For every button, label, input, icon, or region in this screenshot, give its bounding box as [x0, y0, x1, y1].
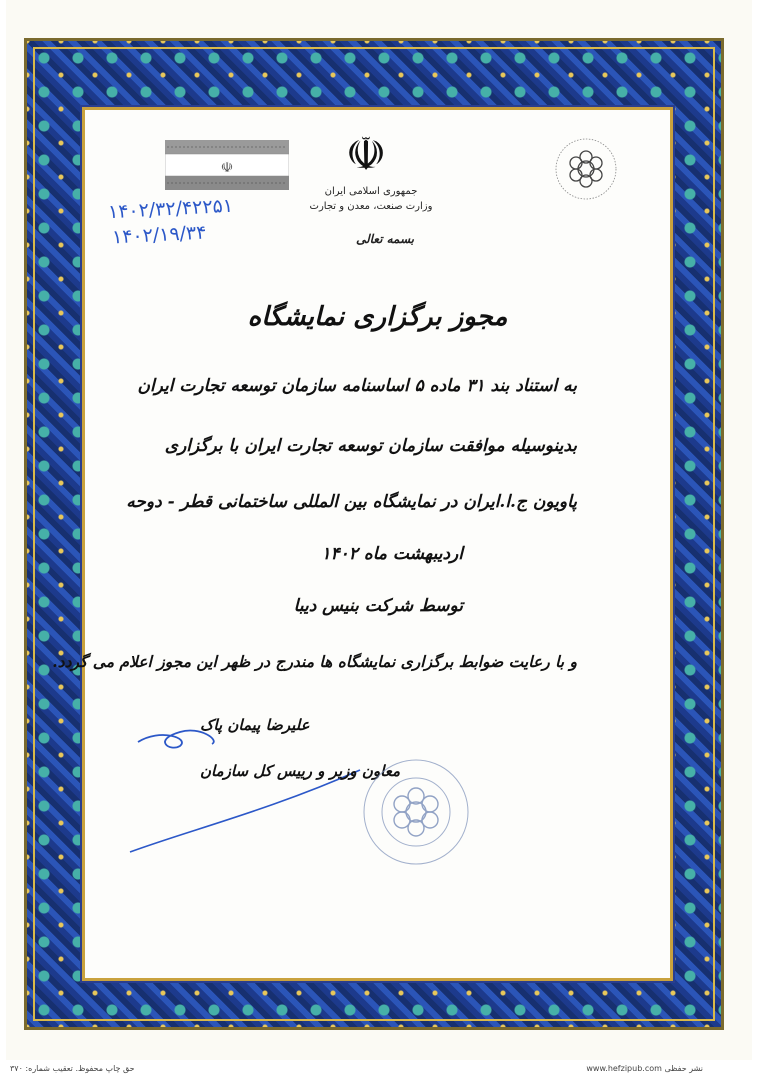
iran-emblem-icon [340, 124, 392, 180]
body-line-3: پاویون ج.ا.ایران در نمایشگاه بین المللی ساختمانی قطر - دوحه [126, 492, 577, 512]
country-name: جمهوری اسلامی ایران [324, 186, 418, 197]
body-line-2: بدینوسیله موافقت سازمان توسعه تجارت ایران با برگزاری [164, 436, 577, 456]
tpo-logo [548, 134, 624, 204]
emblem-caption [296, 184, 446, 214]
body-line-4: اردیبهشت ماه ۱۴۰۲ [321, 544, 463, 564]
flag-logo [165, 138, 289, 194]
signatory-name: علیرضا پیمان پاک [200, 716, 310, 734]
signatory-role: معاون وزیر و رییس کل سازمان [200, 762, 400, 780]
ministry-name: وزارت صنعت، معدن و تجارت [309, 201, 433, 212]
handwritten-number: ۱۴۰۲/۳۲/۴۲۲۵۱ [107, 194, 234, 224]
footer-left: حق چاپ محفوظ. تعقیب شماره: ۳۷۰ [10, 1064, 135, 1073]
svg-text:☫: ☫ [220, 160, 234, 176]
invocation: بسمه تعالی [355, 232, 415, 246]
footer-right: www.hefzipub.com نشر حفظی [586, 1064, 703, 1073]
body-line-5: توسط شرکت بنیس دیبا [293, 596, 463, 616]
page-title: مجوز برگزاری نمایشگاه [247, 302, 508, 332]
body-line-6: و با رعایت ضوابط برگزاری نمایشگاه ها مندرج در ظهر این مجوز اعلام می گردد. [52, 652, 577, 671]
organization-stamp [356, 752, 476, 872]
handwritten-date: ۱۴۰۲/۱۹/۳۴ [111, 221, 207, 249]
svg-text:☫: ☫ [345, 127, 387, 180]
body-line-1: به استناد بند ۳۱ ماده ۵ اساسنامه سازمان توسعه تجارت ایران [137, 376, 577, 396]
